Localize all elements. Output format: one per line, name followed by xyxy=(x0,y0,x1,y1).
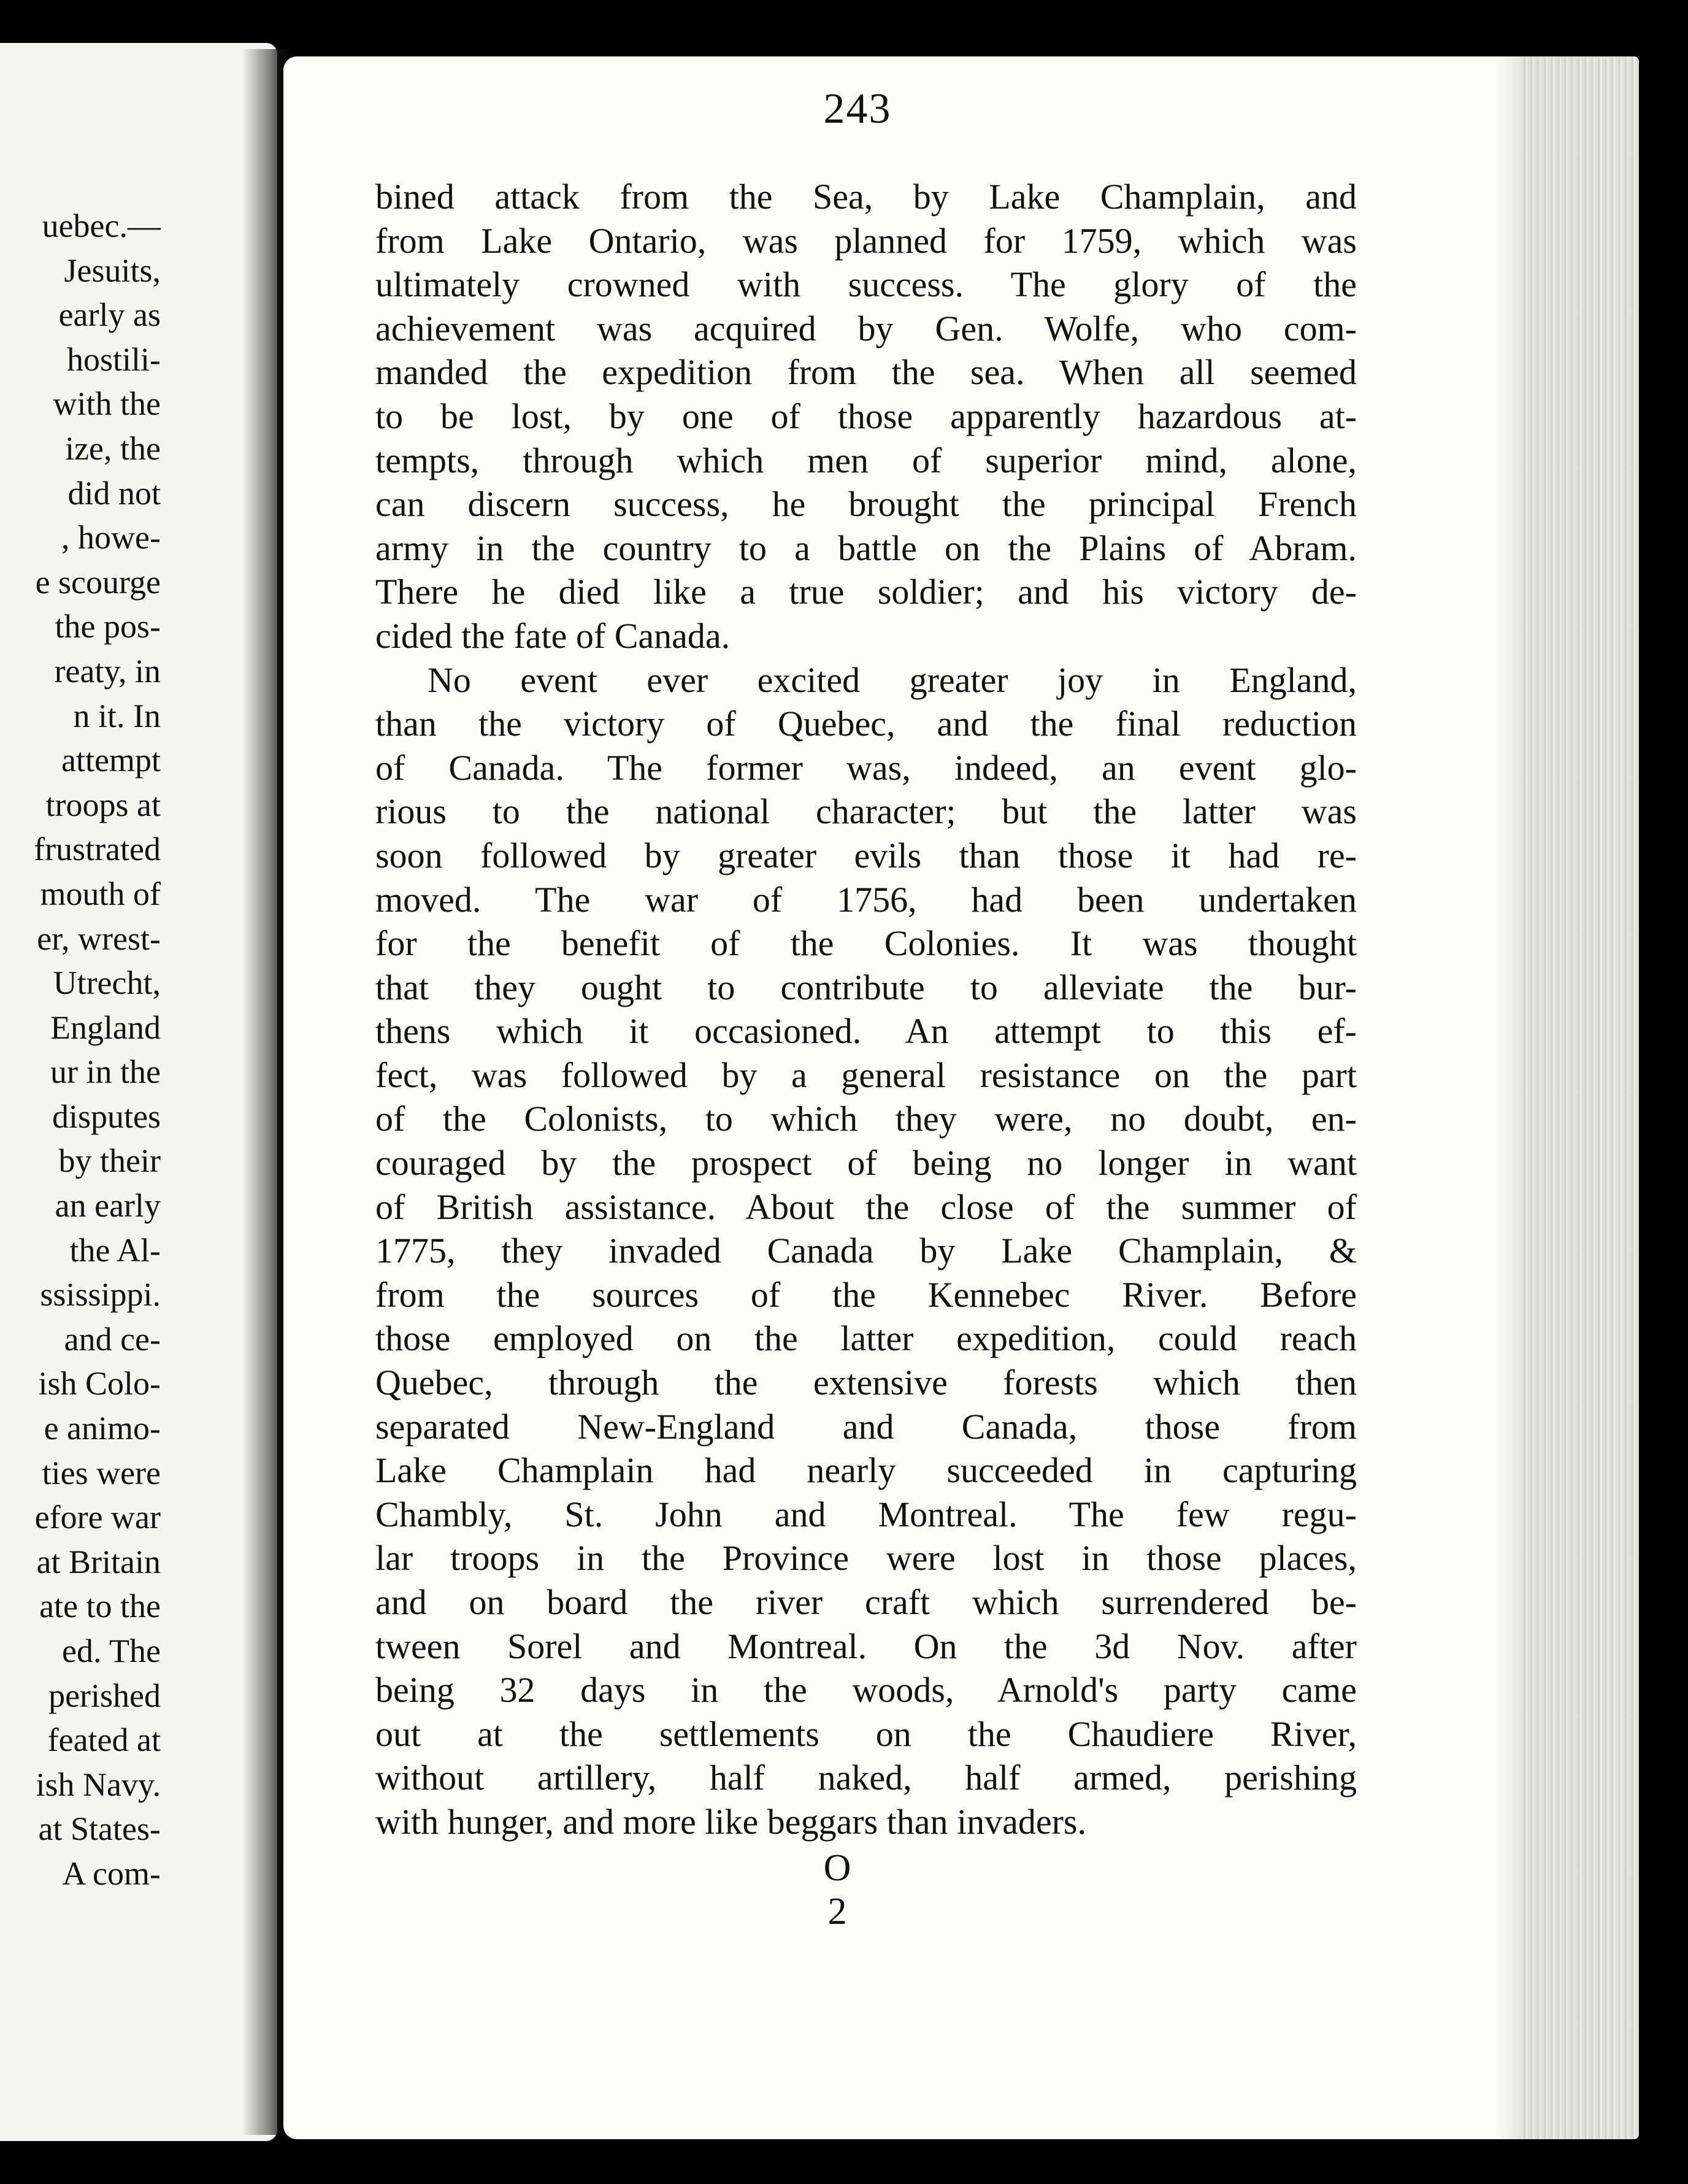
body-text-line: Lake Champlain had nearly succeeded in capturing xyxy=(375,1450,1357,1491)
previous-page-line: uebec.— xyxy=(42,207,161,244)
previous-page-line: e scourge xyxy=(35,563,161,601)
body-text-line: manded the expedition from the sea. When all seemed xyxy=(375,352,1357,393)
body-text-line: out at the settlements on the Chaudiere River, xyxy=(375,1713,1357,1754)
body-text-line: of the Colonists, to which they were, no doubt, en- xyxy=(375,1099,1357,1139)
previous-page-line: hostili- xyxy=(66,340,161,378)
body-text-line: moved. The war of 1756, had been undertaken xyxy=(375,879,1357,920)
body-text-line: tween Sorel and Montreal. On the 3d Nov. after xyxy=(375,1626,1357,1666)
body-text-line: achievement was acquired by Gen. Wolfe, who com- xyxy=(375,308,1357,348)
previous-page-line: , howe- xyxy=(61,519,161,556)
previous-page-line: ize, the xyxy=(65,429,161,467)
previous-page-line: ish Colo- xyxy=(38,1365,161,1402)
book-page-edges xyxy=(1522,56,1639,2139)
previous-page-line: at Britain xyxy=(36,1543,161,1580)
previous-page-line: disputes xyxy=(52,1098,161,1135)
previous-page-line: with the xyxy=(53,385,161,423)
previous-page-line: perished xyxy=(48,1677,161,1714)
body-text-line: with hunger, and more like beggars than invaders. xyxy=(375,1801,1086,1842)
body-text-line: to be lost, by one of those apparently hazardous at- xyxy=(375,396,1357,436)
previous-page-line: England xyxy=(50,1009,161,1046)
body-text-line: army in the country to a battle on the Plains of Abram. xyxy=(375,528,1357,568)
body-text-line: ultimately crowned with success. The glory of the xyxy=(375,264,1357,305)
body-text-line: bined attack from the Sea, by Lake Champlain, and xyxy=(375,177,1357,217)
previous-page-line: ish Navy. xyxy=(36,1766,161,1803)
previous-page-line: the pos- xyxy=(55,608,161,645)
body-text-line: for the benefit of the Colonies. It was thought xyxy=(375,923,1357,964)
body-text-line: rious to the national character; but the latter was xyxy=(375,791,1357,832)
page-edge-shade xyxy=(1498,56,1522,2139)
previous-page-line: the Al- xyxy=(69,1231,161,1269)
body-text-line: Quebec, through the extensive forests which then xyxy=(375,1363,1357,1403)
printer-signature-mark: O 2 xyxy=(823,1847,857,1932)
body-text-line: can discern success, he brought the principal French xyxy=(375,484,1357,525)
previous-page-line: e animo- xyxy=(44,1410,161,1447)
previous-page-line: early as xyxy=(58,296,161,334)
previous-page-line: A com- xyxy=(62,1855,161,1892)
body-text-line: from the sources of the Kennebec River. Before xyxy=(375,1274,1357,1315)
previous-page-line: ties were xyxy=(42,1454,161,1491)
body-text-line: soon followed by greater evils than those it had re- xyxy=(375,835,1357,875)
previous-page-line: n it. In xyxy=(73,697,161,734)
body-text-line: being 32 days in the woods, Arnold's party came xyxy=(375,1670,1357,1710)
previous-page-line: ate to the xyxy=(39,1588,161,1625)
body-text-line: lar troops in the Province were lost in those places, xyxy=(375,1538,1357,1578)
previous-page-line: ssissippi. xyxy=(40,1276,161,1313)
body-text-line: from Lake Ontario, was planned for 1759, which was xyxy=(375,220,1357,261)
previous-page-line: did not xyxy=(67,474,161,512)
previous-page xyxy=(0,43,277,2141)
previous-page-line: feated at xyxy=(47,1721,161,1759)
previous-page-line: troops at xyxy=(45,786,161,823)
body-text-line: fect, was followed by a general resistance on the part xyxy=(375,1055,1357,1095)
body-text-line: those employed on the latter expedition, could reach xyxy=(375,1318,1357,1359)
page-number: 243 xyxy=(823,85,892,133)
previous-page-line: attempt xyxy=(61,742,161,779)
previous-page-line: at States- xyxy=(38,1810,161,1848)
body-text-line: There he died like a true soldier; and his victory de- xyxy=(375,572,1357,612)
previous-page-line: an early xyxy=(55,1187,161,1225)
body-text-line: of Canada. The former was, indeed, an event glo- xyxy=(375,747,1357,788)
previous-page-line: frustrated xyxy=(34,831,161,868)
body-text-line: No event ever excited greater joy in England, xyxy=(428,659,1357,700)
body-text-line: without artillery, half naked, half armed, perishing xyxy=(375,1758,1357,1798)
body-text-line: than the victory of Quebec, and the final reduction xyxy=(375,704,1357,744)
body-text-line: separated New-England and Canada, those from xyxy=(375,1406,1357,1447)
previous-page-line: and ce- xyxy=(64,1320,161,1358)
previous-page-line: er, wrest- xyxy=(37,920,161,957)
body-text-line: Chambly, St. John and Montreal. The few regu- xyxy=(375,1494,1357,1534)
previous-page-line: Jesuits, xyxy=(64,252,161,289)
body-text-line: thens which it occasioned. An attempt to this ef- xyxy=(375,1011,1357,1052)
body-text-line: that they ought to contribute to alleviate the bur- xyxy=(375,967,1357,1007)
previous-page-text xyxy=(0,204,161,1896)
previous-page-line: mouth of xyxy=(40,875,161,912)
body-text-line: and on board the river craft which surrendered be- xyxy=(375,1582,1357,1622)
body-text-line: of British assistance. About the close of the summer of xyxy=(375,1186,1357,1227)
previous-page-line: Utrecht, xyxy=(53,964,161,1002)
body-text xyxy=(375,175,1357,1844)
previous-page-line: ur in the xyxy=(50,1053,161,1091)
previous-page-line: efore war xyxy=(34,1499,161,1536)
previous-page-line: ed. The xyxy=(62,1632,161,1669)
previous-page-line: by their xyxy=(58,1142,161,1180)
body-text-line: cided the fate of Canada. xyxy=(375,615,731,656)
body-text-line: tempts, through which men of superior mind, alone, xyxy=(375,440,1357,480)
body-text-line: couraged by the prospect of being no longer in want xyxy=(375,1143,1357,1183)
body-text-line: 1775, they invaded Canada by Lake Champlain, & xyxy=(375,1231,1357,1271)
previous-page-line: reaty, in xyxy=(54,652,161,690)
